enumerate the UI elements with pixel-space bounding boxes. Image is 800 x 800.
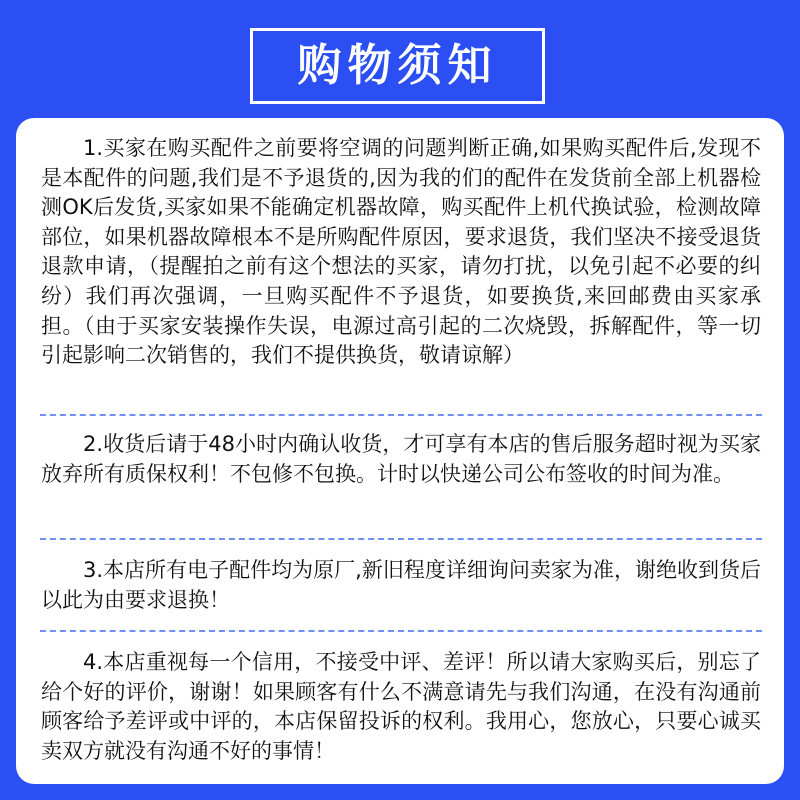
page-title: 购物须知	[297, 40, 498, 91]
title-banner	[250, 28, 545, 104]
section-divider	[40, 414, 762, 416]
notice-section-1: 1.买家在购买配件之前要将空调的问题判断正确,如果购买配件后,发现不是本配件的问题,我们是不予退货的,因为我的们的配件在发货前全部上机器检测OK后发货,买家如果不能确定机器故障，购买配件上机代换试验，检测故障部位，如果机器故障根本不是所购配件原因，要求退货，我们坚决不接受退货退款申请，（提醒拍之前有这个想法的买家，请勿打扰，以免引起不必要的纠纷）我们再次强调，一旦购买配件不予退货，如要换货,来回邮费由买家承担。（由于买家安装操作失误，电源过高引起的二次烧毁，拆解配件，等一切引起影响二次销售的，我们不提供换货，敬请谅解）	[41, 136, 761, 368]
section-divider	[40, 538, 762, 540]
notice-section-4: 4.本店重视每一个信用，不接受中评、差评！所以请大家购买后，别忘了给个好的评价，谢谢！如果顾客有什么不满意请先与我们沟通，在没有沟通前顾客给予差评或中评的，本店保留投诉的权利。我用心，您放心，只要心诚买卖双方就没有沟通不好的事情！	[41, 650, 761, 763]
notice-card	[16, 118, 784, 784]
notice-section-2: 2.收货后请于48小时内确认收货，才可享有本店的售后服务超时视为买家放弃所有质保权利！不包修不包换。计时以快递公司公布签收的时间为准。	[41, 432, 761, 486]
section-divider	[40, 630, 762, 632]
notice-section-3: 3.本店所有电子配件均为原厂,新旧程度详细询问卖家为准，谢绝收到货后以此为由要求退换！	[41, 558, 761, 612]
